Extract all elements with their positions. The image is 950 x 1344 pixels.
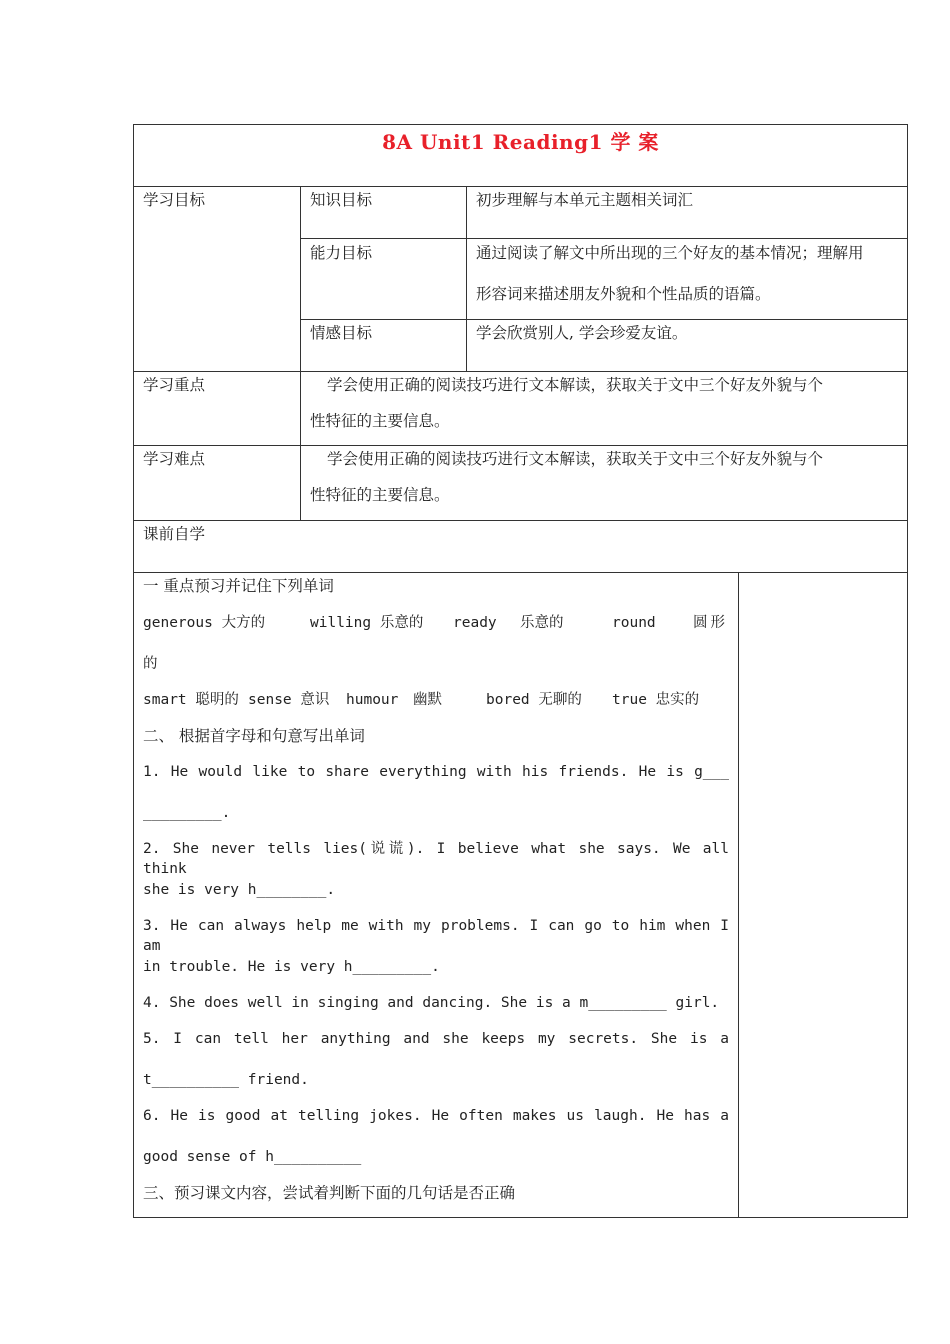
- exercise-item: t__________ friend.: [143, 1072, 309, 1088]
- exercise-item: 3. He can always help me with my problems. I can go to him when I am: [143, 918, 729, 954]
- difficulties-text: 学会使用正确的阅读技巧进行文本解读，获取关于文中三个好友外貌与个: [327, 450, 824, 468]
- table-divider: [738, 572, 739, 1218]
- exercise-item: 6. He is good at telling jokes. He often makes us laugh. He has a: [143, 1108, 729, 1124]
- vocab-item: round: [612, 615, 656, 631]
- difficulties-label: 学习难点: [143, 450, 206, 468]
- table-divider: [300, 319, 908, 320]
- key-points-text: 学会使用正确的阅读技巧进行文本解读，获取关于文中三个好友外貌与个: [327, 376, 824, 394]
- objective-type: 情感目标: [310, 324, 373, 342]
- difficulties-text: 性特征的主要信息。: [310, 486, 450, 504]
- objective-content: 初步理解与本单元主题相关词汇: [476, 191, 694, 209]
- vocab-item: sense 意识: [248, 692, 330, 708]
- vocab-item: willing 乐意的: [310, 615, 424, 631]
- exercise-item: she is very h________.: [143, 882, 336, 898]
- exercise-item: 5. I can tell her anything and she keeps my secrets. She is a: [143, 1031, 729, 1047]
- vocab-item: generous 大方的: [143, 615, 266, 631]
- table-divider: [133, 186, 908, 187]
- section-heading: 三、预习课文内容，尝试着判断下面的几句话是否正确: [143, 1184, 516, 1202]
- objective-type: 能力目标: [310, 244, 373, 262]
- table-divider: [133, 520, 908, 521]
- self-study-label: 课前自学: [143, 525, 206, 543]
- exercise-item: 4. She does well in singing and dancing. She is a m_________ girl.: [143, 995, 720, 1011]
- table-divider: [300, 186, 301, 520]
- table-divider: [300, 238, 908, 239]
- section-heading: 一 重点预习并记住下列单词: [143, 577, 334, 595]
- objective-content: 形容词来描述朋友外貌和个性品质的语篇。: [476, 285, 771, 303]
- vocab-item: ready: [453, 615, 497, 631]
- table-divider: [133, 371, 908, 372]
- page-title: 8A Unit1 Reading1 学 案: [382, 130, 659, 154]
- exercise-item: 1. He would like to share everything with his friends. He is g___: [143, 764, 729, 780]
- section-heading: 二、 根据首字母和句意写出单词: [143, 727, 365, 745]
- exercise-item: _________.: [143, 805, 231, 821]
- vocab-item: 的: [143, 656, 158, 672]
- objective-content: 通过阅读了解文中所出现的三个好友的基本情况；理解用: [476, 244, 864, 262]
- vocab-item: bored 无聊的: [486, 692, 582, 708]
- key-points-text: 性特征的主要信息。: [310, 412, 450, 430]
- table-divider: [133, 572, 908, 573]
- table-divider: [133, 445, 908, 446]
- exercise-item: in trouble. He is very h_________.: [143, 959, 440, 975]
- exercise-item: 2. She never tells lies(说谎). I believe what she says. We all think: [143, 841, 729, 877]
- table-divider: [466, 186, 467, 371]
- objective-type: 知识目标: [310, 191, 373, 209]
- vocab-item: 乐意的: [520, 615, 564, 631]
- exercise-item: good sense of h__________: [143, 1149, 362, 1165]
- objectives-label: 学习目标: [143, 191, 206, 209]
- vocab-item: smart 聪明的: [143, 692, 239, 708]
- key-points-label: 学习重点: [143, 376, 206, 394]
- objective-content: 学会欣赏别人, 学会珍爱友谊。: [476, 324, 688, 342]
- vocab-item: humour: [346, 692, 399, 708]
- vocab-item: 幽默: [413, 692, 442, 708]
- vocab-item: 圆形: [693, 615, 728, 631]
- vocab-item: true 忠实的: [612, 692, 700, 708]
